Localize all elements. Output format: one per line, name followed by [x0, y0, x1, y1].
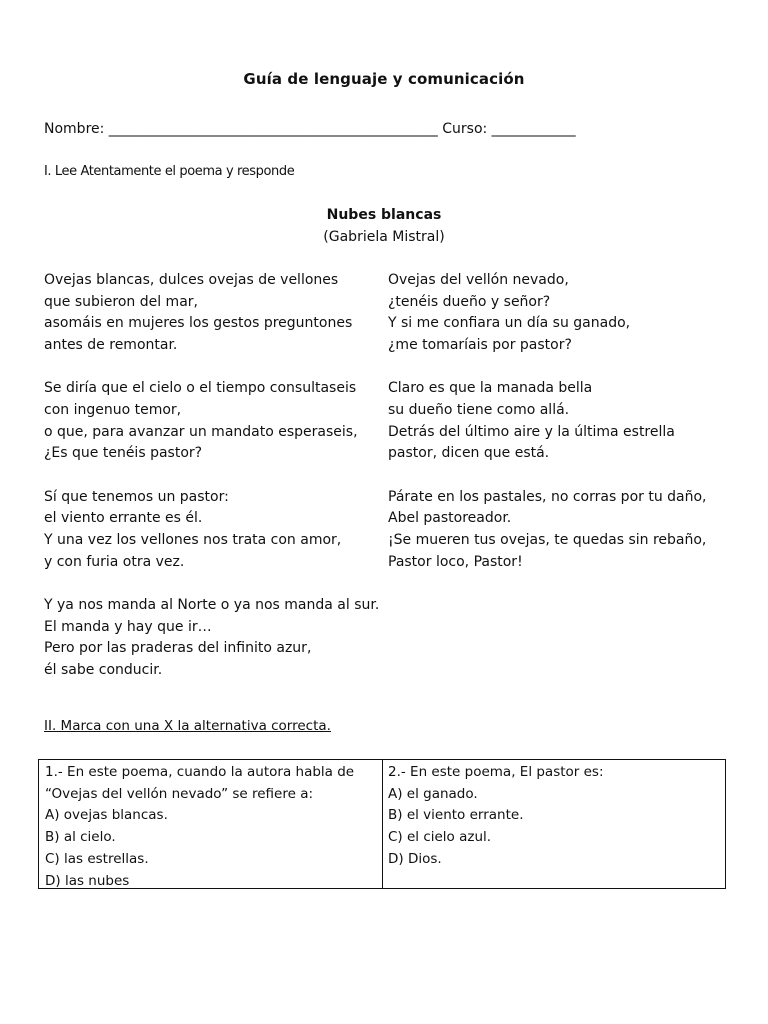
question-2-option-c[interactable]: C) el cielo azul. — [388, 829, 492, 846]
poem-line: ¿me tomaríais por pastor? — [388, 337, 572, 354]
question-1-option-b[interactable]: B) al cielo. — [45, 829, 116, 846]
page-title: Guía de lenguaje y comunicación — [243, 70, 525, 88]
poem-line: el viento errante es él. — [44, 510, 203, 527]
poem-line: Claro es que la manada bella — [388, 380, 593, 397]
poem-line: Pastor loco, Pastor! — [388, 553, 523, 570]
question-2-cell — [382, 760, 724, 873]
question-1-text: “Ovejas del vellón nevado” se refiere a: — [45, 785, 314, 802]
question-1-option-a[interactable]: A) ovejas blancas. — [45, 807, 168, 824]
question-2-text: 2.- En este poema, El pastor es: — [388, 764, 604, 780]
question-1-option-d[interactable]: D) las nubes — [45, 872, 130, 889]
poem-line: Abel pastoreador. — [388, 510, 512, 527]
poem-line: Pero por las praderas del infinito azur, — [44, 640, 312, 657]
poem-title: Nubes blancas — [326, 207, 442, 223]
poem-line: Detrás del último aire y la última estrella — [388, 423, 675, 440]
poem-line: pastor, dicen que está. — [388, 445, 550, 462]
question-2-option-b[interactable]: B) el viento errante. — [388, 807, 524, 824]
stanza — [388, 487, 728, 574]
poem-line: ¿tenéis dueño y señor? — [388, 293, 551, 310]
poem-line: Y ya nos manda al Norte o ya nos manda al sur. — [44, 596, 380, 613]
question-1-option-c[interactable]: C) las estrellas. — [45, 850, 149, 867]
instruction-text: I. Lee Atentamente el poema y responde — [44, 164, 295, 179]
question-2-option-a[interactable]: A) el ganado. — [388, 785, 478, 802]
stanza — [44, 487, 384, 574]
poem-right-column — [388, 270, 728, 595]
poem-left-column — [44, 270, 384, 703]
poem-line: que subieron del mar, — [44, 293, 198, 310]
poem-line: o que, para avanzar un mandato esperaseis, — [44, 423, 358, 440]
poem-line: y con furia otra vez. — [44, 553, 185, 570]
question-1-text: 1.- En este poema, cuando la autora habla de — [45, 764, 355, 780]
poem-line: Sí que tenemos un pastor: — [44, 488, 229, 505]
poem-line: Párate en los pastales, no corras por tu daño, — [388, 488, 707, 505]
poem-line: Y una vez los vellones nos trata con amor, — [44, 532, 342, 549]
poem-line: Se diría que el cielo o el tiempo consultaseis — [44, 380, 357, 397]
poem-line: asomáis en mujeres los gestos preguntones — [44, 315, 353, 332]
question-2-option-d[interactable]: D) Dios. — [388, 850, 442, 867]
stanza — [44, 378, 384, 465]
poem-line: Ovejas blancas, dulces ovejas de vellones — [44, 272, 339, 288]
stanza — [388, 378, 728, 465]
stanza — [388, 270, 728, 357]
poem-author: (Gabriela Mistral) — [323, 229, 445, 245]
poem-line: Ovejas del vellón nevado, — [388, 272, 569, 288]
question-1-cell — [39, 760, 381, 894]
stanza — [44, 270, 384, 357]
poem-line: ¿Es que tenéis pastor? — [44, 445, 203, 462]
poem-line: él sabe conducir. — [44, 662, 163, 679]
poem-line: su dueño tiene como allá. — [388, 402, 570, 419]
poem-line: antes de remontar. — [44, 337, 178, 354]
stanza — [44, 595, 384, 682]
questions-table — [38, 759, 726, 889]
poem-line: ¡Se mueren tus ovejas, te quedas sin rebaño, — [388, 532, 707, 549]
poem-line: Y si me confiara un día su ganado, — [388, 315, 631, 332]
poem-line: El manda y hay que ir… — [44, 618, 212, 635]
name-course-line: Nombre: _______________________________________________ Curso: ____________ — [44, 121, 576, 137]
section-two-heading: II. Marca con una X la alternativa correcta. — [44, 718, 331, 734]
poem-line: con ingenuo temor, — [44, 402, 182, 419]
